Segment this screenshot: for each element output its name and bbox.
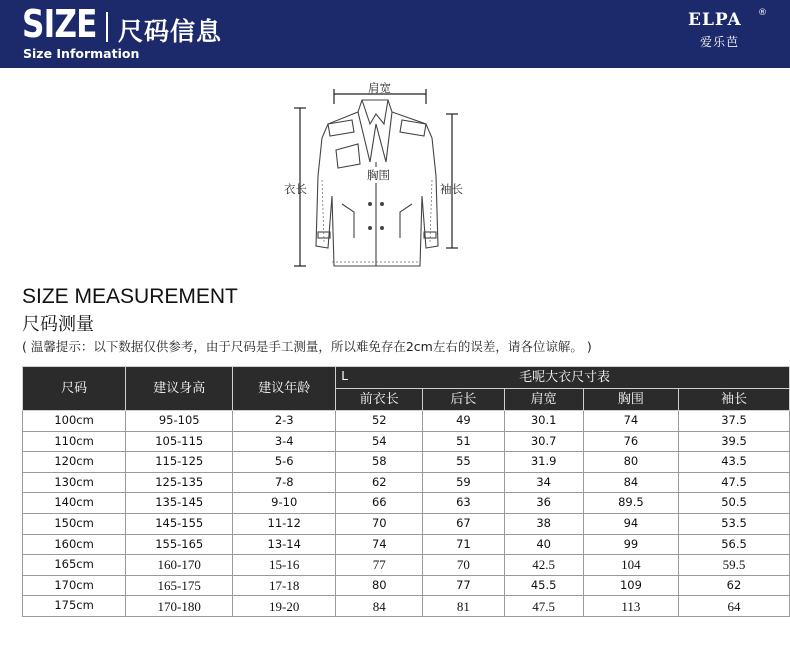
- shoulder-width-label: 肩宽: [368, 81, 391, 95]
- cell-front-length: 70: [336, 513, 423, 534]
- brand-registered-mark: ®: [758, 8, 767, 18]
- cell-age: 2-3: [233, 411, 336, 432]
- cell-height: 135-145: [126, 493, 233, 514]
- header-group-mark: L: [341, 369, 348, 383]
- header-banner: [0, 0, 790, 68]
- cell-sleeve: 56.5: [678, 534, 789, 555]
- banner-subtitle-en: Size Information: [23, 46, 140, 61]
- cell-sleeve: 37.5: [678, 411, 789, 432]
- cell-chest: 89.5: [583, 493, 678, 514]
- cell-sleeve: 47.5: [678, 472, 789, 493]
- cell-size: 110cm: [23, 431, 126, 452]
- cell-chest: 99: [583, 534, 678, 555]
- cell-size: 100cm: [23, 411, 126, 432]
- banner-size-word: SIZE: [22, 2, 97, 46]
- cell-age: 13-14: [233, 534, 336, 555]
- header-age: 建议年龄: [233, 367, 336, 411]
- cell-sleeve: 64: [678, 596, 789, 617]
- cell-chest: 74: [583, 411, 678, 432]
- cell-back-length: 81: [423, 596, 504, 617]
- cell-chest: 84: [583, 472, 678, 493]
- table-row: [23, 534, 790, 555]
- cell-front-length: 58: [336, 452, 423, 473]
- cell-back-length: 71: [423, 534, 504, 555]
- header-front-length: 前衣长: [336, 389, 423, 411]
- table-row: [23, 452, 790, 473]
- cell-sleeve: 53.5: [678, 513, 789, 534]
- table-header-row: [23, 367, 790, 389]
- cell-age: 3-4: [233, 431, 336, 452]
- cell-height: 170-180: [126, 596, 233, 617]
- cell-chest: 113: [583, 596, 678, 617]
- cell-shoulder: 47.5: [504, 596, 583, 617]
- cell-shoulder: 36: [504, 493, 583, 514]
- header-group: [336, 367, 790, 389]
- cell-age: 7-8: [233, 472, 336, 493]
- cell-shoulder: 31.9: [504, 452, 583, 473]
- cell-size: 120cm: [23, 452, 126, 473]
- cell-size: 160cm: [23, 534, 126, 555]
- cell-shoulder: 30.1: [504, 411, 583, 432]
- cell-chest: 80: [583, 452, 678, 473]
- banner-divider: [106, 12, 108, 42]
- cell-age: 5-6: [233, 452, 336, 473]
- size-table: [22, 366, 790, 617]
- cell-back-length: 51: [423, 431, 504, 452]
- cell-height: 145-155: [126, 513, 233, 534]
- brand-name-cn: 爱乐芭: [700, 35, 740, 49]
- cell-shoulder: 34: [504, 472, 583, 493]
- cell-back-length: 77: [423, 575, 504, 596]
- cell-shoulder: 40: [504, 534, 583, 555]
- cell-size: 175cm: [23, 596, 126, 617]
- cell-size: 150cm: [23, 513, 126, 534]
- table-row: [23, 411, 790, 432]
- table-row: [23, 493, 790, 514]
- cell-front-length: 54: [336, 431, 423, 452]
- cell-back-length: 67: [423, 513, 504, 534]
- measurement-note: ( 温馨提示：以下数据仅供参考，由于尺码是手工测量，所以难免存在2cm左右的误差，请各位谅解。 ): [22, 339, 592, 354]
- cell-chest: 109: [583, 575, 678, 596]
- cell-chest: 104: [583, 555, 678, 576]
- cell-shoulder: 42.5: [504, 555, 583, 576]
- cell-sleeve: 39.5: [678, 431, 789, 452]
- measurement-title-en: SIZE MEASUREMENT: [22, 285, 238, 308]
- cell-front-length: 62: [336, 472, 423, 493]
- cell-front-length: 52: [336, 411, 423, 432]
- brand-logo: ELPA: [688, 10, 742, 30]
- header-sleeve: 袖长: [678, 389, 789, 411]
- table-row: [23, 575, 790, 596]
- cell-front-length: 74: [336, 534, 423, 555]
- header-group-title: 毛呢大衣尺寸表: [519, 370, 611, 385]
- length-label: 衣长: [284, 182, 307, 196]
- table-row: [23, 472, 790, 493]
- cell-height: 95-105: [126, 411, 233, 432]
- cell-height: 165-175: [126, 575, 233, 596]
- cell-age: 9-10: [233, 493, 336, 514]
- table-row: [23, 555, 790, 576]
- cell-front-length: 84: [336, 596, 423, 617]
- cell-height: 115-125: [126, 452, 233, 473]
- cell-front-length: 80: [336, 575, 423, 596]
- header-size: 尺码: [23, 367, 126, 411]
- banner-title-cn: 尺码信息: [118, 17, 223, 46]
- cell-sleeve: 59.5: [678, 555, 789, 576]
- cell-size: 170cm: [23, 575, 126, 596]
- cell-shoulder: 30.7: [504, 431, 583, 452]
- cell-back-length: 59: [423, 472, 504, 493]
- measurement-title-cn: 尺码测量: [22, 314, 94, 335]
- cell-shoulder: 38: [504, 513, 583, 534]
- header-back-length: 后长: [423, 389, 504, 411]
- cell-chest: 94: [583, 513, 678, 534]
- table-row: [23, 513, 790, 534]
- header-shoulder: 肩宽: [504, 389, 583, 411]
- cell-height: 160-170: [126, 555, 233, 576]
- table-row: [23, 431, 790, 452]
- cell-chest: 76: [583, 431, 678, 452]
- cell-size: 140cm: [23, 493, 126, 514]
- cell-front-length: 66: [336, 493, 423, 514]
- sleeve-length-label: 袖长: [440, 182, 463, 196]
- cell-age: 17-18: [233, 575, 336, 596]
- table-row: [23, 596, 790, 617]
- cell-age: 15-16: [233, 555, 336, 576]
- cell-sleeve: 62: [678, 575, 789, 596]
- coat-outline: [316, 100, 438, 266]
- cell-height: 155-165: [126, 534, 233, 555]
- chest-label: 胸围: [367, 168, 390, 182]
- cell-age: 19-20: [233, 596, 336, 617]
- cell-sleeve: 50.5: [678, 493, 789, 514]
- cell-height: 105-115: [126, 431, 233, 452]
- cell-size: 165cm: [23, 555, 126, 576]
- cell-back-length: 49: [423, 411, 504, 432]
- header-chest: 胸围: [583, 389, 678, 411]
- cell-back-length: 70: [423, 555, 504, 576]
- cell-size: 130cm: [23, 472, 126, 493]
- cell-sleeve: 43.5: [678, 452, 789, 473]
- cell-back-length: 63: [423, 493, 504, 514]
- cell-age: 11-12: [233, 513, 336, 534]
- cell-shoulder: 45.5: [504, 575, 583, 596]
- cell-front-length: 77: [336, 555, 423, 576]
- header-height: 建议身高: [126, 367, 233, 411]
- cell-height: 125-135: [126, 472, 233, 493]
- cell-back-length: 55: [423, 452, 504, 473]
